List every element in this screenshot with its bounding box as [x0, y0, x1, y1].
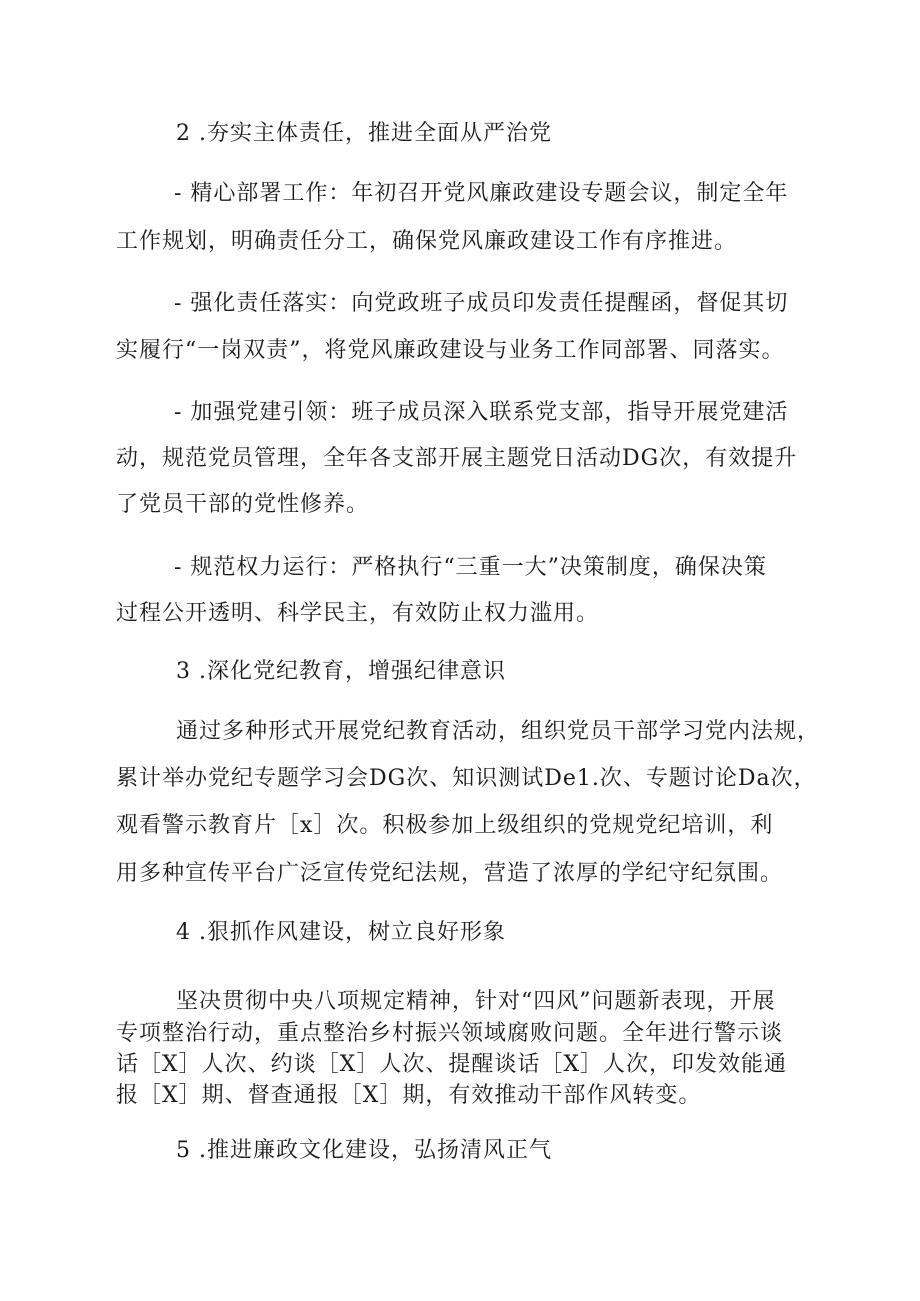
- section-4-para-line-3: 话［X］人次、约谈［X］人次、提醒谈话［X］人次，印发效能通: [116, 1052, 787, 1077]
- section-2-item-1-line-1: - 精心部署工作：年初召开党风廉政建设专题会议，制定全年: [174, 181, 789, 206]
- section-4-para-line-2: 专项整治行动，重点整治乡村振兴领域腐败问题。全年进行警示谈: [116, 1021, 784, 1046]
- section-2-item-4-line-1: - 规范权力运行：严格执行“三重一大”决策制度，确保决策: [174, 555, 767, 580]
- section-2-heading: 2 .夯实主体责任，推进全面从严治党: [176, 121, 552, 146]
- section-2-item-3-line-1: - 加强党建引领：班子成员深入联系党支部，指导开展党建活: [174, 400, 789, 425]
- section-2-item-4-line-2: 过程公开透明、科学民主，有效防止权力滥用。: [116, 601, 600, 626]
- section-2-item-2-line-2: 实履行“一岗双责”，将党风廉政建设与业务工作同部署、同落实。: [116, 338, 785, 363]
- section-3-para-line-2: 累计举办党纪专题学习会DG次、知识测试De1.次、专题讨论Da次，: [116, 766, 817, 791]
- section-3-para-line-3: 观看警示教育片［x］次。积极参加上级组织的党规党纪培训，利: [116, 813, 774, 838]
- section-3-para-line-4: 用多种宣传平台广泛宣传党纪法规，营造了浓厚的学纪守纪氛围。: [116, 861, 784, 886]
- section-3-para-line-1: 通过多种形式开展党纪教育活动，组织党员干部学习党内法规，: [176, 719, 821, 744]
- section-4-heading: 4 .狠抓作风建设，树立良好形象: [176, 920, 506, 945]
- section-3-heading: 3 .深化党纪教育，增强纪律意识: [176, 659, 506, 684]
- section-4-para-line-1: 坚决贯彻中央八项规定精神，针对“四风”问题新表现，开展: [176, 989, 776, 1014]
- section-4-para-line-4: 报［X］期、督查通报［X］期，有效推动干部作风转变。: [116, 1083, 702, 1108]
- section-2-item-3-line-3: 了党员干部的党性修养。: [116, 492, 370, 517]
- section-2-item-2-line-1: - 强化责任落实：向党政班子成员印发责任提醒函，督促其切: [174, 291, 789, 316]
- section-5-heading: 5 .推进廉政文化建设，弘扬清风正气: [176, 1138, 552, 1163]
- section-2-item-1-line-2: 工作规划，明确责任分工，确保党风廉政建设工作有序推进。: [116, 229, 738, 254]
- section-2-item-3-line-2: 动，规范党员管理，全年各支部开展主题党日活动DG次，有效提升: [116, 446, 798, 471]
